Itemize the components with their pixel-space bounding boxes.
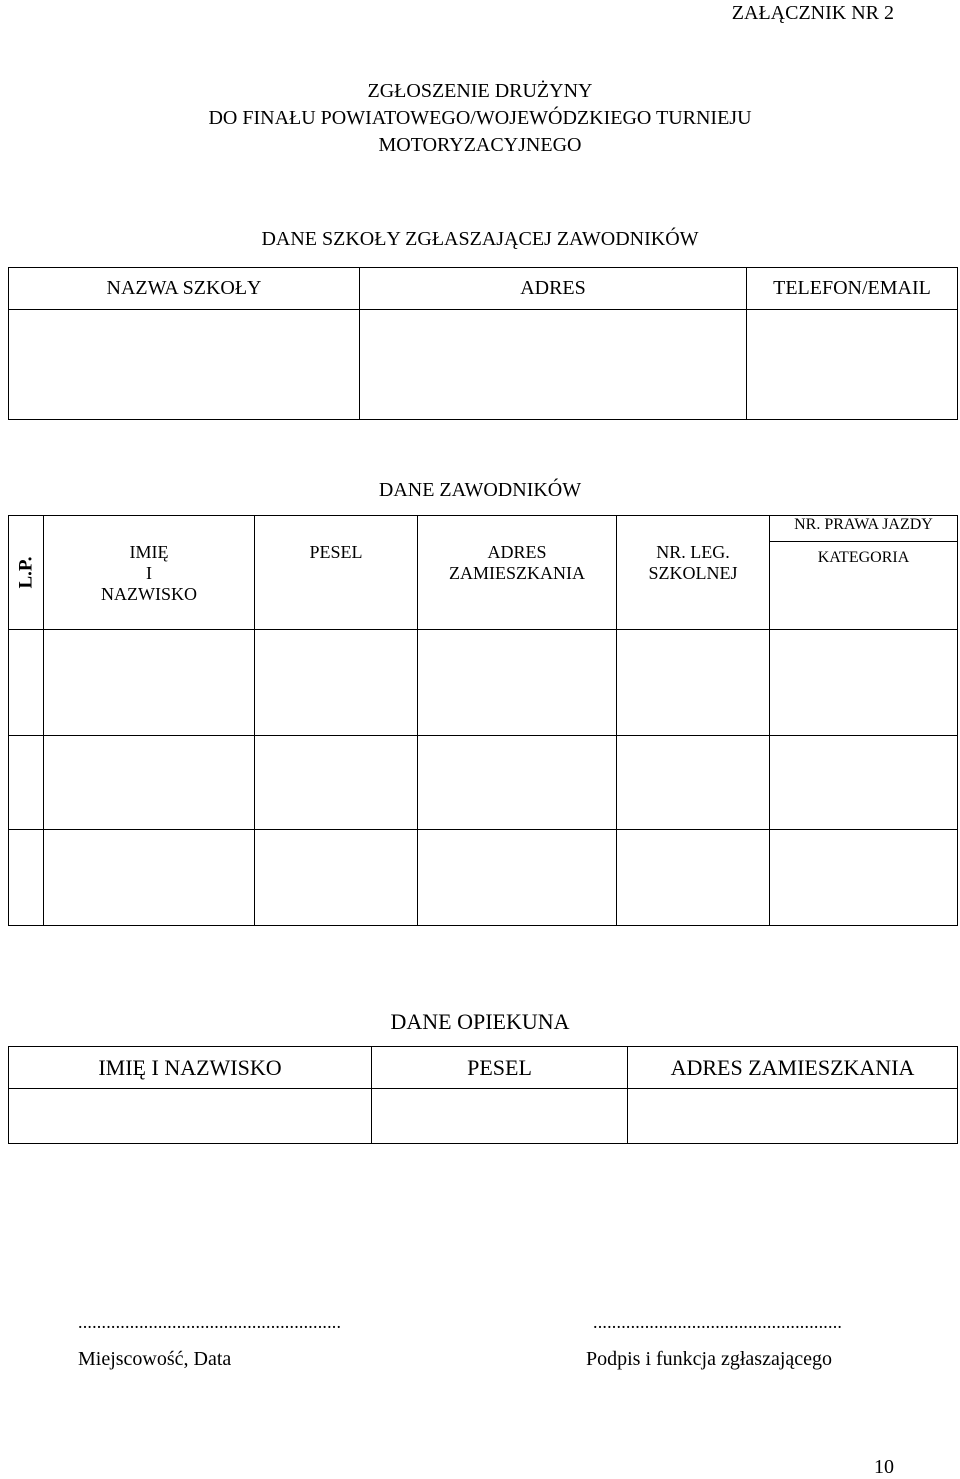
name-line-1: IMIĘ xyxy=(129,542,169,562)
name-header xyxy=(44,516,255,630)
competitors-section-title: DANE ZAWODNIKÓW xyxy=(378,479,582,501)
signature-line[interactable]: ..................................................... xyxy=(593,1312,843,1332)
competitor-cell[interactable] xyxy=(9,630,44,736)
school-contact-header: TELEFON/EMAIL xyxy=(747,268,958,310)
school-address-cell[interactable] xyxy=(360,310,747,420)
guardian-address-header: ADRES ZAMIESZKANIA xyxy=(628,1047,958,1089)
competitor-cell[interactable] xyxy=(418,830,617,926)
guardian-header-row xyxy=(9,1047,958,1089)
guardian-pesel-header: PESEL xyxy=(372,1047,628,1089)
competitor-cell[interactable] xyxy=(9,830,44,926)
competitor-cell[interactable] xyxy=(770,736,958,830)
guardian-entry-row xyxy=(9,1089,958,1144)
lp-header xyxy=(9,516,44,630)
school-header-row xyxy=(9,268,958,310)
competitors-header-row xyxy=(9,516,958,630)
attachment-label: ZAŁĄCZNIK NR 2 xyxy=(731,2,894,24)
school-table xyxy=(8,267,958,420)
competitor-cell[interactable] xyxy=(255,830,418,926)
competitor-cell[interactable] xyxy=(9,736,44,830)
school-address-header: ADRES xyxy=(360,268,747,310)
competitor-cell[interactable] xyxy=(617,830,770,926)
license-number-label: NR. PRAWA JAZDY xyxy=(770,516,957,542)
school-name-cell[interactable] xyxy=(9,310,360,420)
school-name-header: NAZWA SZKOŁY xyxy=(9,268,360,310)
lp-label: L.P. xyxy=(15,556,37,589)
signature-label: Podpis i funkcja zgłaszającego xyxy=(586,1348,833,1370)
competitor-cell[interactable] xyxy=(44,630,255,736)
competitor-row xyxy=(9,736,958,830)
name-line-2: I xyxy=(146,563,152,583)
competitor-cell[interactable] xyxy=(44,830,255,926)
legit-header xyxy=(617,516,770,630)
pesel-header: PESEL xyxy=(255,516,418,630)
competitor-cell[interactable] xyxy=(770,830,958,926)
competitor-cell[interactable] xyxy=(770,630,958,736)
guardian-pesel-cell[interactable] xyxy=(372,1089,628,1144)
guardian-section-title: DANE OPIEKUNA xyxy=(390,1009,570,1034)
school-contact-cell[interactable] xyxy=(747,310,958,420)
guardian-name-header: IMIĘ I NAZWISKO xyxy=(9,1047,372,1089)
legit-line-2: SZKOLNEJ xyxy=(648,563,738,583)
address-header xyxy=(418,516,617,630)
guardian-name-cell[interactable] xyxy=(9,1089,372,1144)
competitor-cell[interactable] xyxy=(255,736,418,830)
document-title xyxy=(0,78,960,159)
competitor-cell[interactable] xyxy=(617,630,770,736)
name-line-3: NAZWISKO xyxy=(101,584,197,604)
place-date-line[interactable]: ........................................................ xyxy=(78,1312,342,1332)
page-number: 10 xyxy=(874,1456,894,1478)
competitor-cell[interactable] xyxy=(418,630,617,736)
place-date-label: Miejscowość, Data xyxy=(78,1348,232,1370)
competitor-row xyxy=(9,630,958,736)
competitor-cell[interactable] xyxy=(617,736,770,830)
legit-line-1: NR. LEG. xyxy=(656,542,730,562)
competitors-table xyxy=(8,515,958,926)
address-line-2: ZAMIESZKANIA xyxy=(449,563,585,583)
license-category-label: KATEGORIA xyxy=(817,548,910,566)
school-entry-row xyxy=(9,310,958,420)
title-line-2: DO FINAŁU POWIATOWEGO/WOJEWÓDZKIEGO TURNIEJU xyxy=(208,107,752,129)
competitor-cell[interactable] xyxy=(44,736,255,830)
school-section-title: DANE SZKOŁY ZGŁASZAJĄCEJ ZAWODNIKÓW xyxy=(261,228,699,250)
guardian-address-cell[interactable] xyxy=(628,1089,958,1144)
license-header xyxy=(770,516,958,630)
address-line-1: ADRES xyxy=(487,542,547,562)
title-line-1: ZGŁOSZENIE DRUŻYNY xyxy=(367,80,593,102)
competitor-cell[interactable] xyxy=(418,736,617,830)
competitor-cell[interactable] xyxy=(255,630,418,736)
title-line-3: MOTORYZACYJNEGO xyxy=(378,134,582,156)
guardian-table xyxy=(8,1046,958,1144)
competitor-row xyxy=(9,830,958,926)
